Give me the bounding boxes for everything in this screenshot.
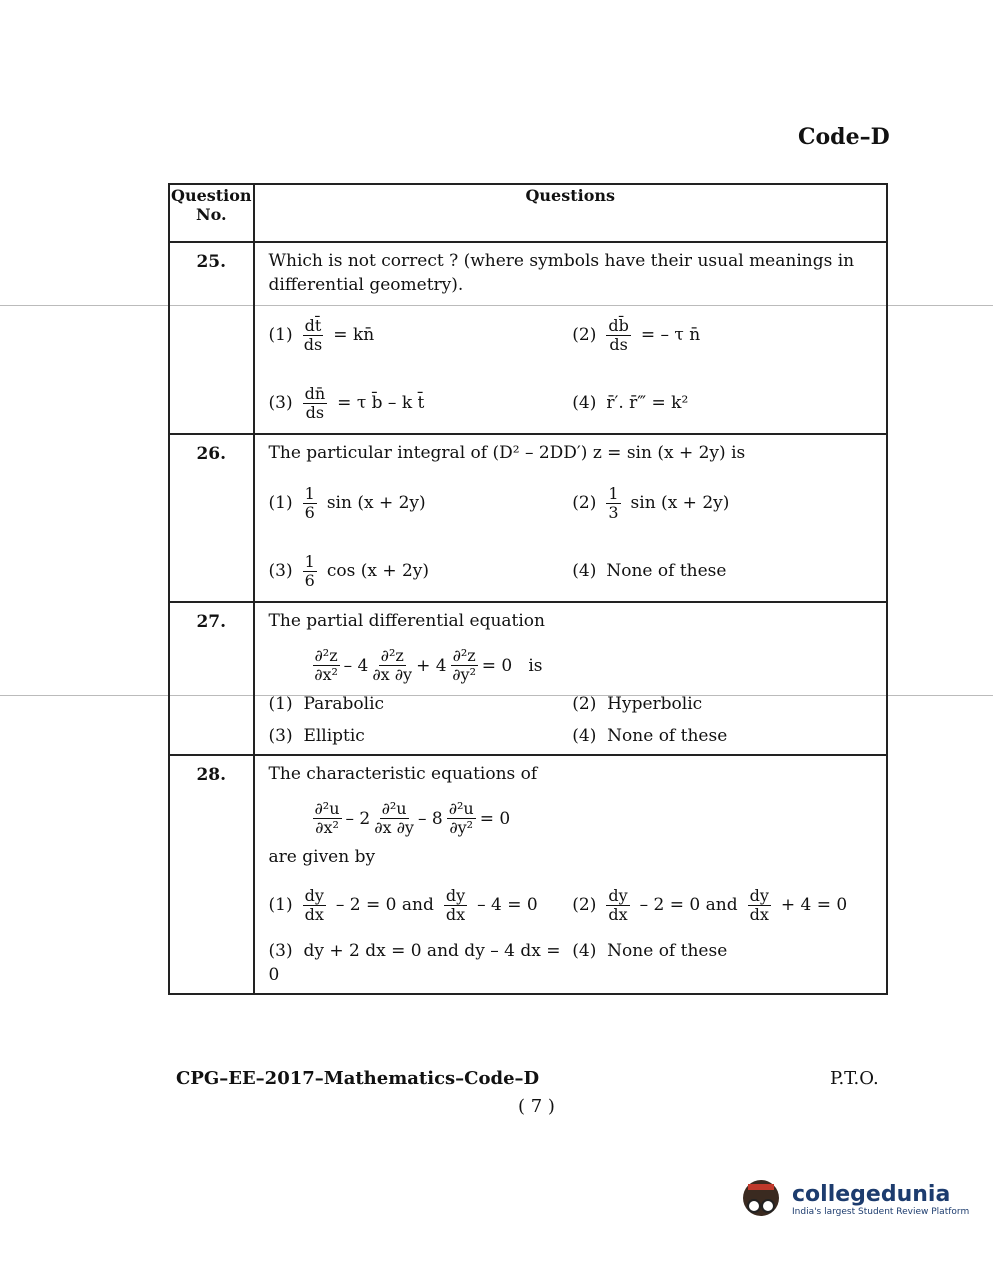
option <box>572 547 876 595</box>
option-label: (2) <box>572 493 597 513</box>
option-label: (1) <box>268 493 293 513</box>
paper-code: Code–D <box>798 124 890 150</box>
option-text: r̄′. r̄‴ = k² <box>606 393 689 413</box>
option-label: (3) <box>268 393 293 413</box>
fraction: $\frac{1}{3}$ <box>608 483 619 522</box>
option <box>572 311 876 359</box>
option-text: cos (x + 2y) <box>326 561 430 581</box>
question-table <box>168 183 888 995</box>
option: (1) $\frac{dy}{dx}$ – 2 = 0 and $\frac{dy}{dx}$ – 4 = 0 <box>268 885 538 924</box>
question-text: Which is not correct ? (where symbols have their usual meanings in differential geometry). <box>268 251 855 295</box>
option-text: sin (x + 2y) <box>326 493 426 513</box>
fraction: $\frac{1}{6}$ <box>304 551 315 590</box>
option-text: = – τ n̄ <box>640 325 701 345</box>
page-number: ( 7 ) <box>518 1096 555 1117</box>
footer-paper-id: CPG–EE–2017–Mathematics–Code–D <box>176 1068 540 1089</box>
option: (3) dy + 2 dx = 0 and dy – 4 dx = 0 <box>268 941 561 985</box>
question-row <box>169 434 887 602</box>
column-header-number: Question No. <box>169 184 254 242</box>
option <box>572 379 876 427</box>
option: (2) $\frac{dy}{dx}$ – 2 = 0 and $\frac{dy}{dx}$ + 4 = 0 <box>572 885 848 924</box>
mascot-icon <box>738 1176 784 1222</box>
option: (4) None of these <box>572 941 728 961</box>
option <box>572 479 876 527</box>
question-row <box>169 755 887 994</box>
option: (2) Hyperbolic <box>572 694 703 714</box>
column-header-questions: Questions <box>254 184 887 242</box>
logo-tagline: India's largest Student Review Platform <box>792 1206 970 1217</box>
fraction: $\frac{db̄}{ds}$ <box>608 315 629 354</box>
option <box>269 311 573 359</box>
fraction: $\frac{dt̄}{ds}$ <box>303 315 323 354</box>
option <box>269 479 573 527</box>
option-text: None of these <box>606 561 727 581</box>
option-text: = τ b̄ – k t̄ <box>337 393 425 413</box>
fraction: $\frac{1}{6}$ <box>304 483 315 522</box>
option-text: sin (x + 2y) <box>630 493 730 513</box>
footer-pto: P.T.O. <box>830 1068 879 1089</box>
question-continuation: are given by <box>268 847 376 867</box>
equation: $\frac{\text{∂²z}}{\text{∂x²}}$ – 4 $\frac{\text{∂²z}}{\partial x \partial y}$ + 4 $\frac{\text{∂²z}}{\text{∂y²}}$ = 0 is <box>314 646 543 684</box>
option: (1) Parabolic <box>268 694 385 714</box>
question-number: 27. <box>196 612 227 632</box>
equation: $\frac{\text{∂²u}}{\text{∂x²}}$ – 2 $\frac{\text{∂²u}}{\partial x \partial y}$ – 8 $\frac{\text{∂²u}}{\text{∂y²}}$ = 0 <box>314 799 511 837</box>
option: (3) Elliptic <box>268 726 365 746</box>
option-text: = kn̄ <box>333 325 375 345</box>
question-number: 28. <box>196 765 227 785</box>
collegedunia-logo <box>738 1176 969 1222</box>
option <box>269 379 573 427</box>
option-label: (2) <box>572 325 597 345</box>
option <box>269 547 573 595</box>
option-label: (1) <box>268 325 293 345</box>
question-number: 25. <box>196 252 227 272</box>
question-number: 26. <box>196 444 227 464</box>
logo-name: collegedunia <box>792 1181 951 1207</box>
question-text: The particular integral of (D² – 2DD′) z = sin (x + 2y) is <box>268 443 746 463</box>
option-label: (4) <box>572 393 597 413</box>
fraction: $\frac{dn̄}{ds}$ <box>304 383 326 422</box>
question-row <box>169 602 887 755</box>
option-label: (3) <box>268 561 293 581</box>
question-text: The partial differential equation <box>268 611 545 631</box>
option: (4) None of these <box>572 726 728 746</box>
option-label: (4) <box>572 561 597 581</box>
question-row <box>169 242 887 434</box>
question-text: The characteristic equations of <box>268 764 538 784</box>
